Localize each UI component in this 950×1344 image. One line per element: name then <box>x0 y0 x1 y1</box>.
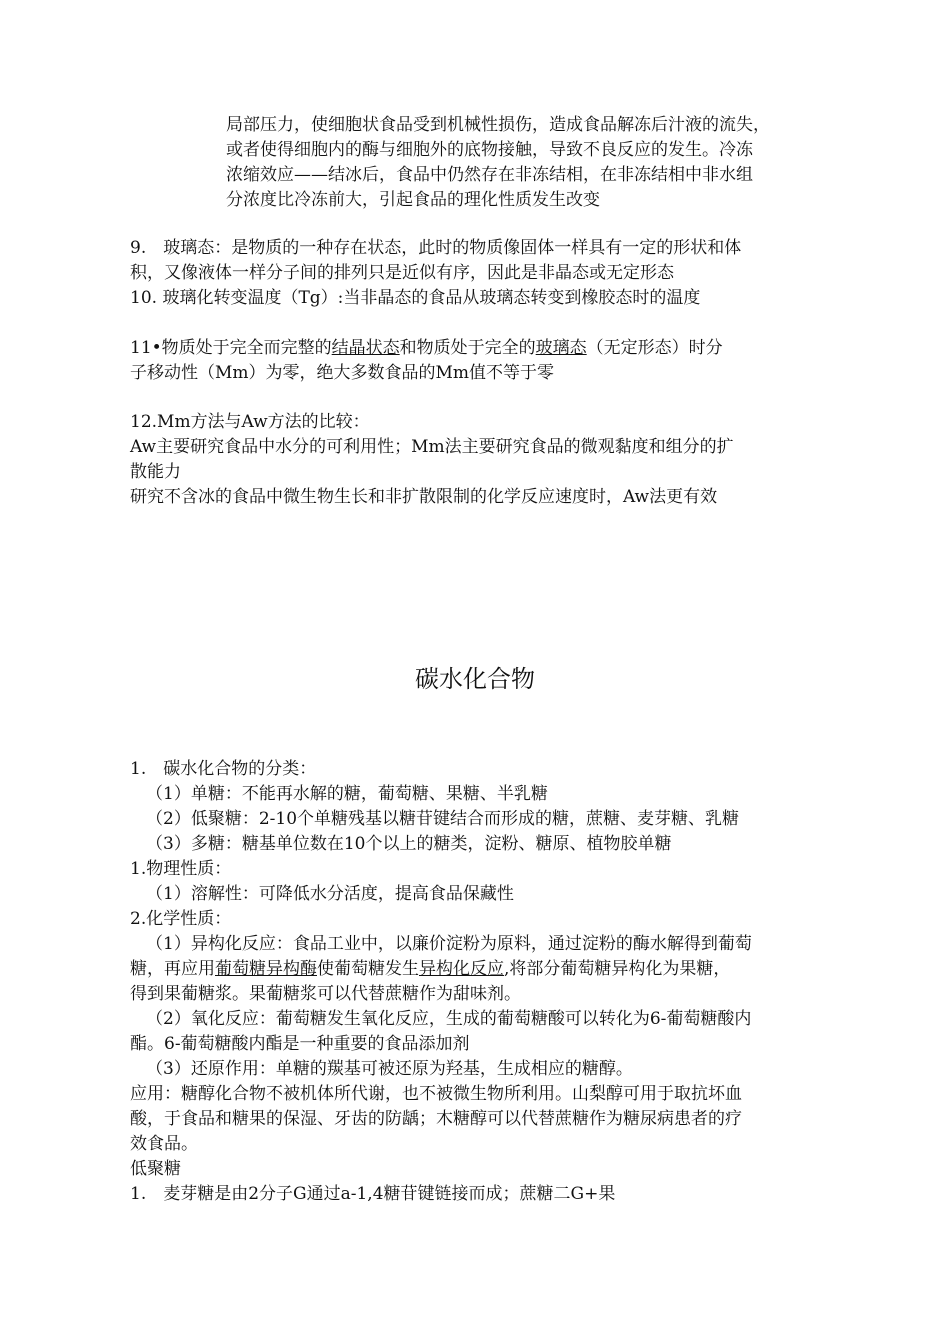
item-12-line: 散能力 <box>130 462 181 482</box>
text-span: ,将部分葡萄糖异构化为果糖， <box>504 959 731 979</box>
carb-line: 低聚糖 <box>130 1159 181 1179</box>
text-span: 使葡萄糖发生 <box>317 959 419 979</box>
carb-line: （3）还原作用：单糖的羰基可被还原为羟基，生成相应的糖醇。 <box>146 1059 633 1079</box>
carb-line: （1）单糖：不能再水解的糖，葡萄糖、果糖、半乳糖 <box>146 784 548 804</box>
carb-line: 1.物理性质： <box>130 859 232 879</box>
item-12-line: 研究不含冰的食品中微生物生长和非扩散限制的化学反应速度时，Aw法更有效 <box>130 487 718 507</box>
carb-line: 1. 麦芽糖是由2分子G通过a-1,4糖苷键链接而成；蔗糖二G+果 <box>130 1184 616 1204</box>
carb-line: 得到果葡糖浆。果葡糖浆可以代替蔗糖作为甜味剂。 <box>130 984 521 1004</box>
carb-line: 2.化学性质： <box>130 909 232 929</box>
underlined-term: 异构化反应 <box>419 959 504 979</box>
underlined-term: 玻璃态 <box>535 338 587 358</box>
underlined-term: 葡萄糖异构酶 <box>215 959 317 979</box>
item-12-line: 12.Mm方法与Aw方法的比较： <box>130 412 370 432</box>
paragraph-line: 浓缩效应——结冰后，食品中仍然存在非冻结相，在非冻结相中非水组 <box>226 165 753 185</box>
paragraph-line: 或者使得细胞内的酶与细胞外的底物接触，导致不良反应的发生。冷冻 <box>226 140 753 160</box>
item-11-line <box>130 336 830 360</box>
carb-line: 效食品。 <box>130 1134 198 1154</box>
paragraph-line: 局部压力，使细胞状食品受到机械性损伤，造成食品解冻后汁液的流失， <box>226 115 770 135</box>
text-span: 11•物质处于完全而完整的 <box>130 338 332 358</box>
carb-line: （2）低聚糖：2-10个单糖残基以糖苷键结合而形成的糖，蔗糖、麦芽糖、乳糖 <box>146 809 740 829</box>
item-11-line: 子移动性（Mm）为零，绝大多数食品的Mm值不等于零 <box>130 363 555 383</box>
underlined-term: 结晶状态 <box>331 338 400 358</box>
text-span: 糖，再应用 <box>130 959 215 979</box>
item-9-line: 积，又像液体一样分子间的排列只是近似有序，因此是非晶态或无定形态 <box>130 263 674 283</box>
isomer-line <box>130 957 830 981</box>
carb-line: 应用：糖醇化合物不被机体所代谢，也不被微生物所利用。山梨醇可用于取抗坏血 <box>130 1084 742 1104</box>
section-title: 碳水化合物 <box>415 665 535 693</box>
carb-line: （2）氧化反应：葡萄糖发生氧化反应，生成的葡萄糖酸可以转化为6-葡萄糖酸内 <box>146 1009 752 1029</box>
carb-line: 1. 碳水化合物的分类： <box>130 759 317 779</box>
item-12-line: Aw主要研究食品中水分的可利用性；Mm法主要研究食品的微观黏度和组分的扩 <box>130 437 734 457</box>
carb-line: 酸，于食品和糖果的保湿、牙齿的防龋；木糖醇可以代替蔗糖作为糖尿病患者的疗 <box>130 1109 742 1129</box>
text-span: （无定形态）时分 <box>586 338 723 358</box>
carb-line: （1）溶解性：可降低水分活度，提高食品保藏性 <box>146 884 514 904</box>
paragraph-line: 分浓度比冷冻前大，引起食品的理化性质发生改变 <box>226 190 600 210</box>
carb-line: （1）异构化反应：食品工业中，以廉价淀粉为原料，通过淀粉的酶水解得到葡萄 <box>146 934 752 954</box>
carb-line: （3）多糖：糖基单位数在10个以上的糖类，淀粉、糖原、植物胶单糖 <box>146 834 672 854</box>
item-10-line: 10. 玻璃化转变温度（Tg）:当非晶态的食品从玻璃态转变到橡胶态时的温度 <box>130 288 701 308</box>
text-span: 和物质处于完全的 <box>399 338 536 358</box>
carb-line: 酯。6-葡萄糖酸内酯是一种重要的食品添加剂 <box>130 1034 470 1054</box>
item-9-line: 9. 玻璃态：是物质的一种存在状态，此时的物质像固体一样具有一定的形状和体 <box>130 238 742 258</box>
